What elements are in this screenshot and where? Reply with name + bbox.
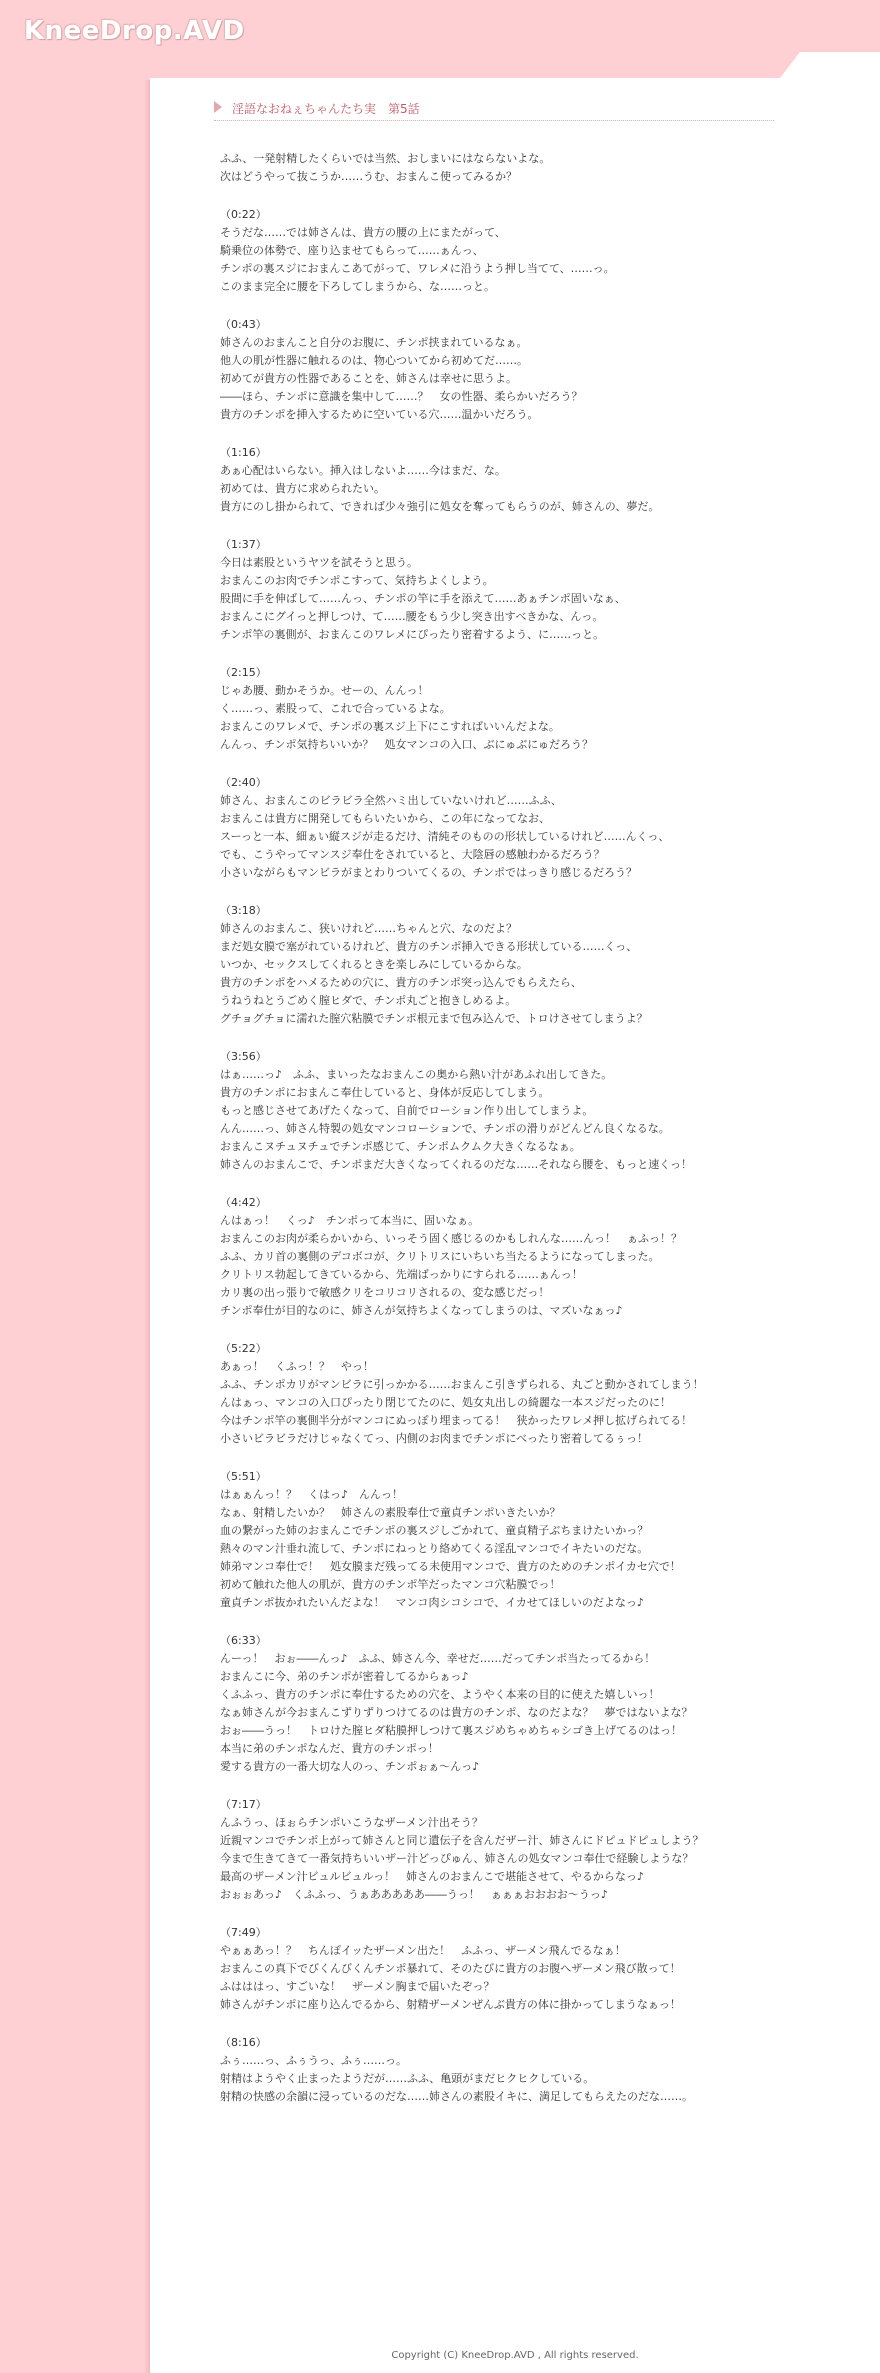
- story-line: はぁ……っ♪ ふふ、まいったなおまんこの奥から熱い汁があふれ出してきた。: [220, 1068, 613, 1081]
- story-line: おまんこのお肉が柔らかいから、いっそう固く感じるのかもしれんな……んっ！ ぁふっ！？: [220, 1232, 682, 1245]
- story-line: 本当に弟のチンポなんだ、貴方のチンポっ！: [220, 1742, 439, 1755]
- story-line: 射精の快感の余韻に浸っているのだな……姉さんの素股イキに、満足してもらえたのだな……。: [220, 2090, 693, 2103]
- story-line: んはぁっ！ くっ♪ チンポって本当に、固いなぁ。: [220, 1214, 480, 1227]
- story-paragraph: [220, 1796, 780, 1904]
- story-line: おぉぉあっ♪ くふふっ、うぁあああああ――うっ！ ぁぁぁおおおお～うっ♪: [220, 1888, 608, 1901]
- story-line: 貴方のチンポをハメるための穴に、貴方のチンポ突っ込んでもらえたら、: [220, 976, 582, 989]
- story-line: んふうっ、ほぉらチンポいこうなザーメン汁出そう？: [220, 1816, 483, 1829]
- story-line: カリ裏の出っ張りで敏感クリをコリコリされるの、変な感じだっ！: [220, 1286, 550, 1299]
- story-line: 射精はようやく止まったようだが……ふふ、亀頭がまだヒクヒクしている。: [220, 2072, 595, 2085]
- story-line: チンポ竿の裏側が、おまんこのワレメにぴったり密着するよう、に……っと。: [220, 628, 605, 641]
- story-line: 貴方のチンポにおまんこ奉仕していると、身体が反応してしまう。: [220, 1086, 550, 1099]
- story-line: 初めて触れた他人の肌が、貴方のチンポ竿だったマンコ穴粘膜でっ！: [220, 1578, 561, 1591]
- timestamp: （6:33）: [220, 1634, 267, 1647]
- story-line: く……っ、素股って、これで合っているよな。: [220, 702, 451, 715]
- story-line: 姉さんのおまんこと自分のお腹に、チンポ挟まれているなぁ。: [220, 336, 528, 349]
- timestamp: （4:42）: [220, 1196, 267, 1209]
- story-line: なぁ、射精したいか？ 姉さんの素股奉仕で童貞チンポいきたいか？: [220, 1506, 561, 1519]
- story-line: ――ほら、チンポに意識を集中して……？ 女の性器、柔らかいだろう？: [220, 390, 583, 403]
- story-line: 姉さんのおまんこ、狭いけれど……ちゃんと穴、なのだよ？: [220, 922, 517, 935]
- story-line: はぁぁんっ！？ くはっ♪ んんっ！: [220, 1488, 404, 1501]
- story-line: 熱々のマン汁垂れ流して、チンポにねっとり絡めてくる淫乱マンコでイキたいのだな。: [220, 1542, 649, 1555]
- timestamp: （1:16）: [220, 446, 267, 459]
- story-line: 初めてが貴方の性器であることを、姉さんは幸せに思うよ。: [220, 372, 517, 385]
- timestamp: （7:49）: [220, 1926, 267, 1939]
- story-line: 姉さんのおまんこで、チンポまだ大きくなってくれるのだな……それなら腰を、もっと速くっ！: [220, 1158, 693, 1171]
- story-line: 今まで生きてきて一番気持ちいいザー汁どっぴゅん、姉さんの処女マンコ奉仕で経験しような？: [220, 1852, 694, 1865]
- story-paragraph: [220, 774, 780, 882]
- story-paragraph: [220, 444, 780, 516]
- story-line: ふぅ……っ、ふぅうっ、ふぅ……っ。: [220, 2054, 407, 2067]
- story-paragraph: [220, 206, 780, 296]
- story-paragraph: [220, 1468, 780, 1612]
- story-line: んーっ！ おぉ――んっ♪ ふふ、姉さん今、幸せだ……だってチンポ当たってるから！: [220, 1652, 656, 1665]
- story-line: 愛する貴方の一番大切な人のっ、チンポぉぁ～んっ♪: [220, 1760, 480, 1773]
- story-line: このまま完全に腰を下ろしてしまうから、な……っと。: [220, 280, 495, 293]
- story-line: スーっと一本、細ぁい縦スジが走るだけ、清純そのものの形状しているけれど……んくっ、: [220, 830, 670, 843]
- story-line: いつか、セックスしてくれるときを楽しみにしているからな。: [220, 958, 528, 971]
- story-paragraph: [220, 150, 780, 186]
- story-line: んんっ、チンポ気持ちいいか？ 処女マンコの入口、ぶにゅぶにゅだろう？: [220, 738, 594, 751]
- timestamp: （8:16）: [220, 2036, 267, 2049]
- story-line: 最高のザーメン汁ビュルビュルっ！ 姉さんのおまんこで堪能させて、やるからなっ♪: [220, 1870, 644, 1883]
- story-paragraph: [220, 1048, 780, 1174]
- story-line: 今はチンポ竿の裏側半分がマンコにぬっぽり埋まってる！ 狭かったワレメ押し拡げられてる！: [220, 1414, 693, 1427]
- timestamp: （2:40）: [220, 776, 267, 789]
- page-title: 淫語なおねぇちゃんたち実 第5話: [232, 102, 420, 116]
- story-line: あぁっ！ くふっ！？ やっ！: [220, 1360, 374, 1373]
- story-line: おまんこのお肉でチンポこすって、気持ちよくしよう。: [220, 574, 494, 587]
- story-paragraph: [220, 2034, 780, 2106]
- story-line: ふふ、カリ首の裏側のデコボコが、クリトリスにいちいち当たるようになってしまった。: [220, 1250, 660, 1263]
- timestamp: （5:22）: [220, 1342, 267, 1355]
- story-line: くふふっ、貴方のチンポに奉仕するための穴を、ようやく本来の目的に使えた嬉しいっ！: [220, 1688, 660, 1701]
- story-line: チンポの裏スジにおまんこあてがって、ワレメに沿うよう押し当てて、……っ。: [220, 262, 615, 275]
- story-line: 次はどうやって抜こうか……うむ、おまんこ使ってみるか？: [220, 170, 517, 183]
- story-line: おまんこのワレメで、チンポの裏スジ上下にこすればいいんだよな。: [220, 720, 560, 733]
- story-line: じゃあ腰、動かそうか。せーの、んんっ！: [220, 684, 429, 697]
- story-line: グチョグチョに濡れた膣穴粘膜でチンポ根元まで包み込んで、トロけさせてしまうよ？: [220, 1012, 648, 1025]
- story-paragraph: [220, 1632, 780, 1776]
- story-line: ふはははっ、すごいな！ ザーメン胸まで届いたぞっ？: [220, 1980, 495, 1993]
- timestamp: （3:56）: [220, 1050, 267, 1063]
- story-line: おまんこヌチュヌチュでチンポ感じて、チンポムクムク大きくなるなぁ。: [220, 1140, 581, 1153]
- story-line: 姉弟マンコ奉仕で！ 処女膜まだ残ってる未使用マンコで、貴方のためのチンポイカセ穴で！: [220, 1560, 681, 1573]
- story-paragraph: [220, 902, 780, 1028]
- story-line: 初めては、貴方に求められたい。: [220, 482, 385, 495]
- story-line: あぁ心配はいらない。挿入はしないよ……今はまだ、な。: [220, 464, 506, 477]
- story-line: 姉さん、おまんこのビラビラ全然ハミ出していないけれど……ふふ、: [220, 794, 562, 807]
- story-line: 騎乗位の体勢で、座り込ませてもらって……ぁんっ、: [220, 244, 484, 257]
- timestamp: （0:43）: [220, 318, 267, 331]
- title-arrow-icon: [214, 101, 222, 113]
- story-paragraph: [220, 664, 780, 754]
- story-line: もっと感じさせてあげたくなって、自前でローション作り出してしまうよ。: [220, 1104, 594, 1117]
- story-paragraph: [220, 316, 780, 424]
- story-line: そうだな……では姉さんは、貴方の腰の上にまたがって、: [220, 226, 506, 239]
- story-line: まだ処女膜で塞がれているけれど、貴方のチンポ挿入できる形状している……くっ、: [220, 940, 638, 953]
- story-line: んはぁっ、マンコの入口ぴったり閉じてたのに、処女丸出しの綺麗な一本スジだったのに！: [220, 1396, 671, 1409]
- story-line: ふふ、チンポカリがマンビラに引っかかる……おまんこ引きずられる、丸ごと動かされてしまう！: [220, 1378, 704, 1391]
- timestamp: （2:15）: [220, 666, 267, 679]
- story-line: 貴方のチンポを挿入するために空いている穴……温かいだろう。: [220, 408, 539, 421]
- story-line: 小さいながらもマンビラがまとわりついてくるの、チンポではっきり感じるだろう？: [220, 866, 638, 879]
- story-line: 姉さんがチンポに座り込んでるから、射精ザーメンぜんぶ貴方の体に掛かってしまうなぁっ！: [220, 1998, 681, 2011]
- story-line: おまんこに今、弟のチンポが密着してるからぁっ♪: [220, 1670, 469, 1683]
- story-line: 小さいビラビラだけじゃなくてっ、内側のお肉までチンポにべったり密着してるぅっ！: [220, 1432, 649, 1445]
- story-line: 血の繋がった姉のおまんこでチンポの裏スジしごかれて、童貞精子ぶちまけたいかっ？: [220, 1524, 649, 1537]
- story-line: クリトリス勃起してきているから、先端ばっかりにすられる……ぁんっ！: [220, 1268, 583, 1281]
- timestamp: （0:22）: [220, 208, 267, 221]
- story-line: でも、こうやってマンスジ奉仕をされていると、大陰唇の感触わかるだろう？: [220, 848, 605, 861]
- story-line: おまんこの真下でびくんびくんチンポ暴れて、そのたびに貴方のお腹へザーメン飛び散って！: [220, 1962, 681, 1975]
- story-text: [220, 150, 780, 2126]
- story-line: やぁぁあっ！？ ちんぽイッたザーメン出た！ ふふっ、ザーメン飛んでるなぁ！: [220, 1944, 626, 1957]
- story-line: チンポ奉仕が目的なのに、姉さんが気持ちよくなってしまうのは、マズいなぁっ♪: [220, 1304, 623, 1317]
- story-line: 股間に手を伸ばして……んっ、チンポの竿に手を添えて……あぁチンポ固いなぁ、: [220, 592, 626, 605]
- story-paragraph: [220, 536, 780, 644]
- story-line: おまんこにグイっと押しつけ、て……腰をもう少し突き出すべきかな、んっ。: [220, 610, 604, 623]
- timestamp: （1:37）: [220, 538, 267, 551]
- page-title-row: [214, 98, 774, 121]
- timestamp: （5:51）: [220, 1470, 267, 1483]
- story-paragraph: [220, 1924, 780, 2014]
- story-line: 童貞チンポ抜かれたいんだよな！ マンコ肉シコシコで、イカせてほしいのだよなっ♪: [220, 1596, 644, 1609]
- story-line: なぁ姉さんが今おまんこずりずりつけてるのは貴方のチンポ、なのだよな？ 夢ではないよな？: [220, 1706, 693, 1719]
- story-line: うねうねとうごめく膣ヒダで、チンポ丸ごと抱きしめるよ。: [220, 994, 517, 1007]
- timestamp: （7:17）: [220, 1798, 267, 1811]
- copyright: Copyright (C) KneeDrop.AVD , All rights reserved.: [391, 2350, 639, 2361]
- story-line: 近親マンコでチンポ上がって姉さんと同じ遺伝子を含んだザー汁、姉さんにドピュドピュしよう？: [220, 1834, 704, 1847]
- story-paragraph: [220, 1194, 780, 1320]
- story-line: ふふ、一発射精したくらいでは当然、おしまいにはならないよな。: [220, 152, 551, 165]
- story-line: 貴方にのし掛かられて、できれば少々強引に処女を奪ってもらうのが、姉さんの、夢だ。: [220, 500, 660, 513]
- story-line: おまんこは貴方に開発してもらいたいから、この年になってなお、: [220, 812, 550, 825]
- story-paragraph: [220, 1340, 780, 1448]
- story-line: 今日は素股というヤツを試そうと思う。: [220, 556, 418, 569]
- timestamp: （3:18）: [220, 904, 267, 917]
- story-line: おぉ――うっ！ トロけた膣ヒダ粘膜押しつけて裏スジめちゃめちゃシゴき上げてるのはっ！: [220, 1724, 682, 1737]
- story-line: 他人の肌が性器に触れるのは、物心ついてから初めてだ……。: [220, 354, 528, 367]
- story-line: んん……っ、姉さん特製の処女マンコローションで、チンポの滑りがどんどん良くなるな。: [220, 1122, 670, 1135]
- site-logo[interactable]: KneeDrop.AVD: [24, 16, 245, 46]
